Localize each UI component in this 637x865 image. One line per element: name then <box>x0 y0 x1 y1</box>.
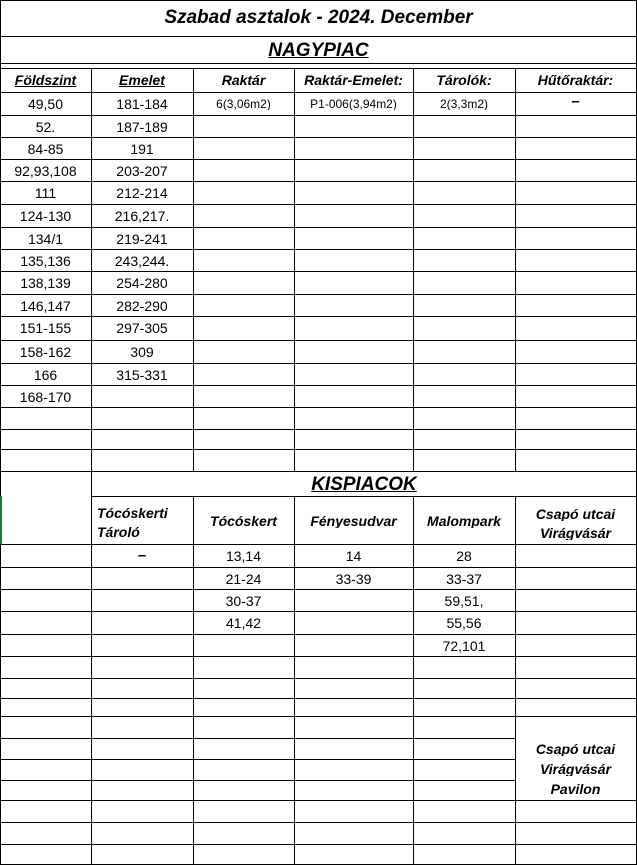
column-header-raktar: Raktár <box>221 73 266 87</box>
emelet-cell: 219-241 <box>116 232 168 246</box>
section-title-kispiacok: KISPIACOK <box>311 475 417 494</box>
tocoskert-cell: 41,42 <box>225 616 262 630</box>
tocoskert-cell: 13,14 <box>225 549 262 563</box>
tarolok-cell: 2(3,3m2) <box>439 98 489 110</box>
tocoskerti-tarolo-cell: – <box>137 548 147 563</box>
foldszint-cell: 124-130 <box>19 209 72 223</box>
malompark-cell: 33-37 <box>446 572 482 586</box>
emelet-cell: 243,244. <box>114 254 170 268</box>
foldszint-cell: 134/1 <box>27 232 64 246</box>
fenyesudvar-cell: 33-39 <box>335 572 372 586</box>
foldszint-cell: 135,136 <box>20 254 71 268</box>
tocoskert-cell: 21-24 <box>225 572 262 586</box>
pavilon-label-line3: Pavilon <box>550 782 601 796</box>
page-title: Szabad asztalok - 2024. December <box>164 8 473 27</box>
fenyesudvar-cell: 14 <box>345 549 362 563</box>
emelet-cell: 216,217. <box>114 209 170 223</box>
section-title-nagypiac: NAGYPIAC <box>268 41 369 60</box>
column-header-tocoskerti-tarolo-line1: Tócóskerti <box>97 505 168 521</box>
foldszint-cell: 49,50 <box>27 97 64 111</box>
emelet-cell: 282-290 <box>116 299 168 313</box>
raktar-cell: 6(3,06m2) <box>216 98 271 110</box>
malompark-cell: 59,51, <box>444 594 484 608</box>
column-header-raktar_emelet: Raktár-Emelet: <box>304 73 403 87</box>
column-header-emelet: Emelet <box>119 73 165 87</box>
raktar-emelet-cell: P1-006(3,94m2) <box>310 98 397 110</box>
malompark-cell: 28 <box>456 549 472 563</box>
tocoskert-cell: 30-37 <box>225 594 262 608</box>
foldszint-cell: 151-155 <box>19 321 72 335</box>
emelet-cell: 309 <box>130 345 154 359</box>
column-header-hutoraktar: Hűtőraktár: <box>537 73 614 87</box>
emelet-cell: 212-214 <box>116 186 168 200</box>
column-header-tarolok: Tárolók: <box>436 73 492 87</box>
foldszint-cell: 92,93,108 <box>14 164 77 178</box>
pavilon-label-line1: Csapó utcai <box>535 742 616 756</box>
emelet-cell: 203-207 <box>116 164 168 178</box>
foldszint-cell: 52. <box>35 120 56 134</box>
foldszint-cell: 111 <box>34 186 57 200</box>
pavilon-label-line2: Virágvásár <box>539 762 612 776</box>
column-header-tocoskert: Tócóskert <box>210 514 277 528</box>
emelet-cell: 254-280 <box>116 276 168 290</box>
foldszint-cell: 138,139 <box>20 276 71 290</box>
foldszint-cell: 158-162 <box>19 345 72 359</box>
foldszint-cell: 166 <box>33 368 58 382</box>
foldszint-cell: 168-170 <box>19 390 72 404</box>
emelet-cell: 191 <box>130 142 154 156</box>
foldszint-cell: 146,147 <box>20 299 71 313</box>
malompark-cell: 55,56 <box>446 616 482 630</box>
column-header-csapo-line1: Csapó utcai <box>535 507 616 521</box>
emelet-cell: 181-184 <box>116 97 168 111</box>
emelet-cell: 297-305 <box>116 321 168 335</box>
malompark-cell: 72,101 <box>442 639 486 653</box>
column-header-csapo-line2: Virágvásár <box>539 526 612 540</box>
column-header-foldszint: Földszint <box>14 73 77 87</box>
foldszint-cell: 84-85 <box>27 142 64 156</box>
emelet-cell: 187-189 <box>116 120 168 134</box>
column-header-fenyesudvar: Fényesudvar <box>310 514 397 528</box>
selection-marker <box>0 496 2 544</box>
column-header-tocoskerti-tarolo-line2: Tároló <box>97 524 140 540</box>
emelet-cell: 315-331 <box>116 368 168 382</box>
column-header-malompark: Malompark <box>427 514 501 528</box>
hutoraktar-cell: – <box>571 94 580 109</box>
